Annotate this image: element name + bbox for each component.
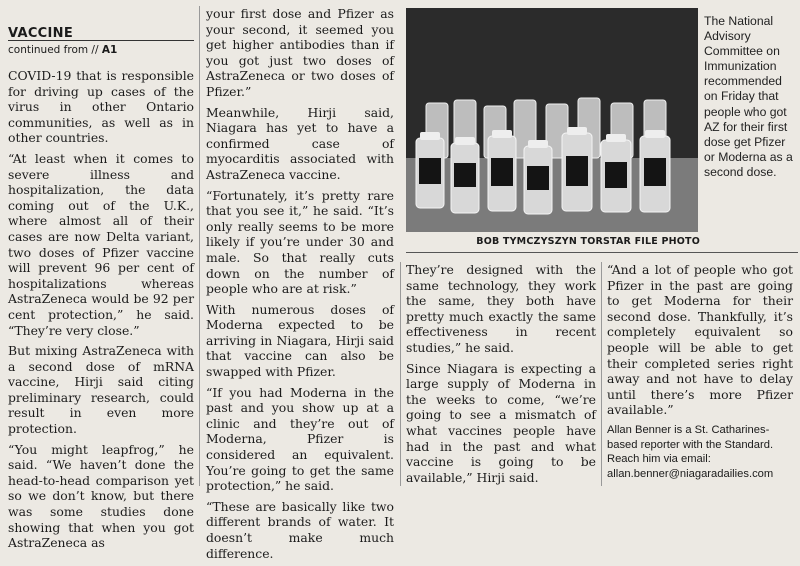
bio-line: Reach him via email:	[607, 453, 711, 466]
continued-line	[8, 44, 117, 56]
photo-caption: The National Advisory Committee on Immunization recommended on Friday that people who got AZ for their first dose get Pfizer or Moderna as a second dose.	[704, 14, 793, 179]
continued-prefix: continued from //	[8, 44, 99, 56]
paragraph: “If you had Moderna in the past and you show up at a clinic and they’re out of Moderna, Pfizer is considered an equivalent. You’re going to get the same protection,” he said.	[206, 384, 394, 494]
article-column-4	[607, 262, 793, 481]
section-label: VACCINE	[8, 26, 74, 41]
paragraph: They’re designed with the same technology, they work the same, they both have pretty much exactly the same effectiveness in recent studies,” he said.	[406, 262, 596, 355]
bio-line: Allan Benner is a St. Catharines-based reporter with the Standard.	[607, 423, 774, 451]
column-divider	[601, 262, 602, 486]
section-rule	[8, 40, 194, 41]
photo-credit: BOB TYMCZYSZYN TORSTAR FILE PHOTO	[476, 236, 700, 247]
paragraph: COVID-19 that is responsible for driving up cases of the virus in other Ontario communities, as well as in other countries.	[8, 68, 194, 146]
paragraph: “Fortunately, it’s pretty rare that you see it,” he said. “It’s only really seems to be more likely if you’re under 30 and male. So that really cuts down on the number of people who are at risk.”	[206, 187, 394, 297]
article-column-1	[8, 68, 194, 556]
article-column-2	[206, 6, 394, 566]
bio-email: allan.benner@niagaradailies.com	[607, 467, 774, 480]
continued-page: A1	[101, 44, 118, 56]
paragraph: With numerous doses of Moderna expected to be arriving in Niagara, Hirji said that vaccine can also be swapped with Pfizer.	[206, 301, 394, 380]
paragraph: But mixing AstraZeneca with a second dose of mRNA vaccine, Hirji said citing preliminary research, could result in even more protection.	[8, 343, 194, 437]
author-bio	[607, 423, 793, 481]
photo-rule	[406, 252, 798, 253]
paragraph: “These are basically like two different brands of water. It doesn’t make much difference.	[206, 498, 394, 561]
vaccine-vials-photo	[406, 8, 698, 232]
paragraph: “You might leapfrog,” he said. “We haven’t done the head-to-head comparison yet so we don’t know, but there was some studies done showing that when you got AstraZeneca as	[8, 441, 194, 551]
vials-illustration	[406, 8, 698, 232]
paragraph: “At least when it comes to severe illness and hospitalization, the data coming out of the U.K., where almost all of their cases are now Delta variant, two doses of Pfizer vaccine will prevent 96 per cent of hospitalizations whereas AstraZeneca would be 92 per cent protection,” he said. “They’re very close.”	[8, 150, 194, 338]
paragraph: “And a lot of people who got Pfizer in the past are going to get Moderna for their second dose. Thankfully, it’s completely equivalent so people will be able to get their completed series right away and not have to delay until there’s more Pfizer available.”	[607, 262, 793, 418]
column-divider	[199, 6, 200, 486]
paragraph: Since Niagara is expecting a large supply of Moderna in the weeks to come, “we’re going to see a mismatch of what vaccines people have had in the past and what vaccine is going to be available,” Hirji said.	[406, 360, 596, 485]
article-column-3	[406, 262, 596, 490]
column-divider	[400, 262, 401, 486]
paragraph: Meanwhile, Hirji said, Niagara has yet to have a confirmed case of myocarditis associated with AstraZeneca vaccine.	[206, 104, 394, 182]
paragraph: your first dose and Pfizer as your second, it seemed you get higher antibodies than if you got just two doses of AstraZeneca or two doses of Pfizer.”	[206, 6, 394, 99]
